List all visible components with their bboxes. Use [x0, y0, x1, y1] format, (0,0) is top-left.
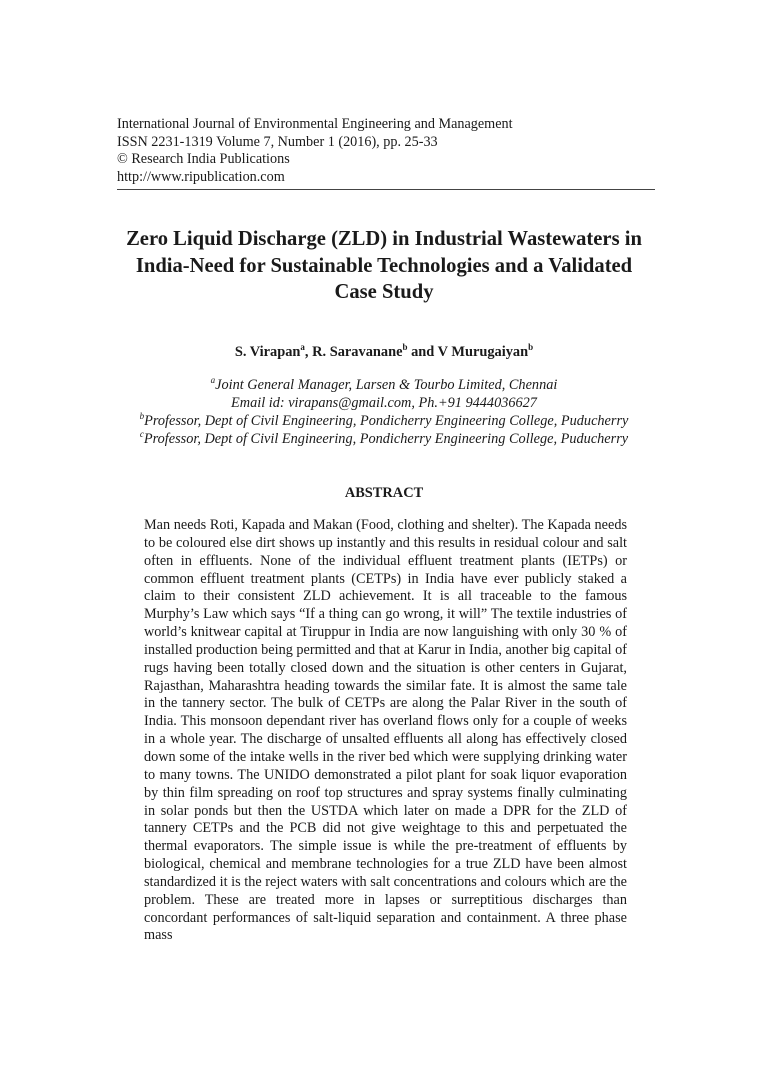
author-name: V Murugaiyan [437, 344, 529, 360]
author-affiliation-marker: b [402, 342, 408, 352]
affiliation-marker: c [139, 429, 144, 440]
affiliation-c [110, 430, 658, 448]
affiliation-b [110, 412, 658, 430]
author-affiliation-marker: a [300, 342, 305, 352]
abstract-body: Man needs Roti, Kapada and Makan (Food, clothing and shelter). The Kapada needs to be coloured else dirt shows up instantly and this results in residual colour and salt often in effluents. None of the individual effluent treatment plants (IETPs) or common effluent treatment plants (CETPs) in India have ever publicly staked a claim to their consistent ZLD achievement. It is all traceable to the famous Murphy’s Law which says “If a thing can go wrong, it will” The textile industries of world’s knitwear capital at Tiruppur in India are now languishing with only 30 % of installed production being permitted and that at Karur in India, another big capital of rugs having been totally closed down and the situation is other centers in Gujarat, Rajasthan, Maharashtra heading towards the similar fate. It is almost the same tale in the tannery sector. The bulk of CETPs are along the Palar River in the south of India. This monsoon dependant river has overland flows only for a couple of weeks in a whole year. The discharge of unsalted effluents all along has effectively closed down some of the intake wells in the river bed which were supplying drinking water to many towns. The UNIDO demonstrated a pilot plant for soak liquor evaporation by thin film spreading on roof top structures and spray systems finally culminating in solar ponds but then the USTDA which later on made a DPR for the ZLD of tannery CETPs and the PCB did not give weightage to this and perpetuated the thermal evaporators. The simple issue is while the pre-treatment of effluents by biological, chemical and membrane technologies for a true ZLD have been almost standardized it is the reject waters with salt concentrations and colours which are the problem. These are treated more in lapses or surreptitious discharges than concordant performances of salt-liquid separation and containment. A three phase mass [144, 517, 627, 944]
affiliation-text: Professor, Dept of Civil Engineering, Pondicherry Engineering College, Puducherry [144, 413, 629, 430]
affiliation-text: Joint General Manager, Larsen & Tourbo Limited, Chennai [215, 377, 558, 393]
journal-header [117, 116, 655, 190]
affiliations [110, 376, 658, 448]
author-list [117, 343, 651, 361]
author-separator: and [407, 344, 438, 360]
affiliation-marker: b [139, 411, 145, 422]
journal-name: International Journal of Environmental Engineering and Management [117, 116, 513, 132]
journal-url: http://www.ripublication.com [117, 168, 285, 185]
author-affiliation-marker: b [528, 342, 534, 352]
author-name: R. Saravanane [312, 344, 403, 360]
affiliation-text: Professor, Dept of Civil Engineering, Pondicherry Engineering College, Puducherry [143, 431, 629, 448]
affiliation-marker: a [210, 375, 216, 385]
issn-line: ISSN 2231-1319 Volume 7, Number 1 (2016), pp. 25-33 [117, 133, 438, 150]
abstract-heading: ABSTRACT [344, 485, 424, 501]
author-name: S. Virapan [234, 344, 301, 360]
affiliation-a [110, 376, 658, 394]
contact-line: Email id: virapans@gmail.com, Ph.+91 9444036627 [231, 395, 537, 412]
author-separator: , [304, 344, 313, 360]
paper-title: Zero Liquid Discharge (ZLD) in Industrial Wastewaters in India-Need for Sustainable Technologies and a Validated Case Study [126, 228, 642, 303]
publisher-line: © Research India Publications [117, 151, 290, 168]
